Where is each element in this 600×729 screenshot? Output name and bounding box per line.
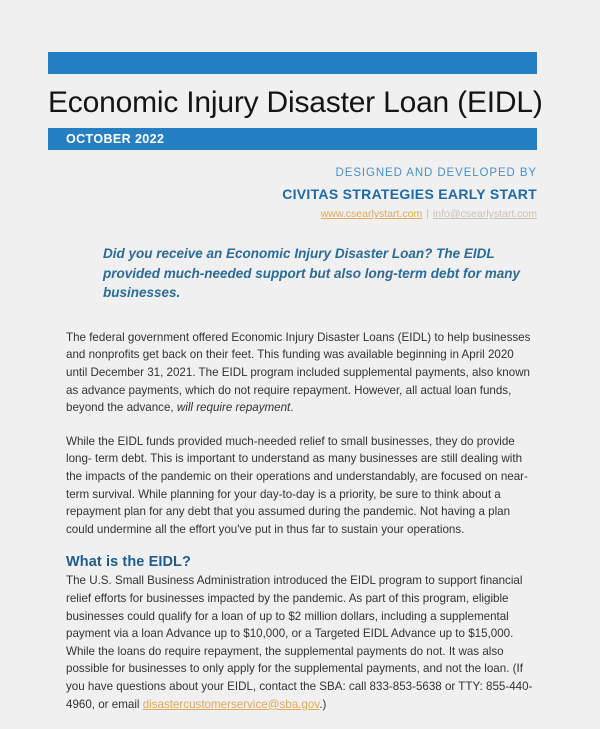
paragraph-3-text-a: The U.S. Small Business Administration introduced the EIDL program to support financial relief efforts for businesses impacted by the pandemic. As part of this program, eligible businesses could qualify for a loan of up to $2 million dollars, including a supplemental payment via a loan Advance up to $10,000, or a Targeted EIDL Advance up to $15,000. While the loans do require repayment, the supplemental payments do not. It was also possible for businesses to only apply for the supplemental payments, and not the loan. (If you have questions about your EIDL, contact the SBA: call 833-853-5638 or TTY: 855-440-4960, or email bbox=[66, 574, 533, 711]
paragraph-3-text-b: .) bbox=[319, 697, 327, 711]
paragraph-1-emphasis: will require repayment bbox=[176, 401, 291, 415]
organization-name: CIVITAS STRATEGIES EARLY START bbox=[282, 185, 537, 202]
sba-email-link[interactable]: disastercustomerservice@sba.gov bbox=[142, 697, 320, 711]
email-link[interactable]: info@csearlystart.com bbox=[432, 208, 537, 221]
paragraph-1-text-b: . bbox=[290, 401, 294, 415]
article-body bbox=[66, 244, 538, 729]
paragraph-2: While the EIDL funds provided much-needed relief to small businesses, they do provide long- term debt. This is important to understand as many businesses are still dealing with the impacts of the pandemic on their operations and understandably, are focused on near-term survival. While planning for your day-to-day is a priority, be sure to think about a repayment plan for any debt that you assumed during the pandemic. Not having a plan could undermine all the effort you've put in thus far to sustain your operations. bbox=[66, 434, 528, 536]
paragraph-1-text-a: The federal government offered Economic Injury Disaster Loans (EIDL) to help businesses and nonprofits get back on their feet. This funding was available beginning in April 2020 until December 31, 2021. The EIDL program included supplemental payments, also known as advance payments, which do not require repayment. However, all actual loan funds, beyond the advance, bbox=[66, 330, 531, 415]
top-accent-bar bbox=[48, 52, 537, 74]
contact-line bbox=[282, 207, 537, 221]
page-title: Economic Injury Disaster Loan (EIDL) bbox=[48, 86, 543, 119]
designed-by-label: DESIGNED AND DEVELOPED BY bbox=[335, 167, 537, 179]
paragraph-1 bbox=[66, 329, 538, 417]
publication-date: OCTOBER 2022 bbox=[66, 132, 165, 146]
masthead bbox=[48, 52, 543, 150]
section-heading-what-is-the-eidl: What is the EIDL? bbox=[66, 554, 191, 571]
credits-block bbox=[282, 166, 537, 222]
lede-paragraph: Did you receive an Economic Injury Disaster Loan? The EIDL provided much-needed support but also long-term debt for many businesses. bbox=[103, 246, 521, 301]
website-link[interactable]: www.csearlystart.com bbox=[320, 208, 423, 221]
date-banner bbox=[48, 128, 537, 150]
paragraph-3 bbox=[66, 572, 538, 713]
contact-separator: | bbox=[426, 208, 429, 221]
